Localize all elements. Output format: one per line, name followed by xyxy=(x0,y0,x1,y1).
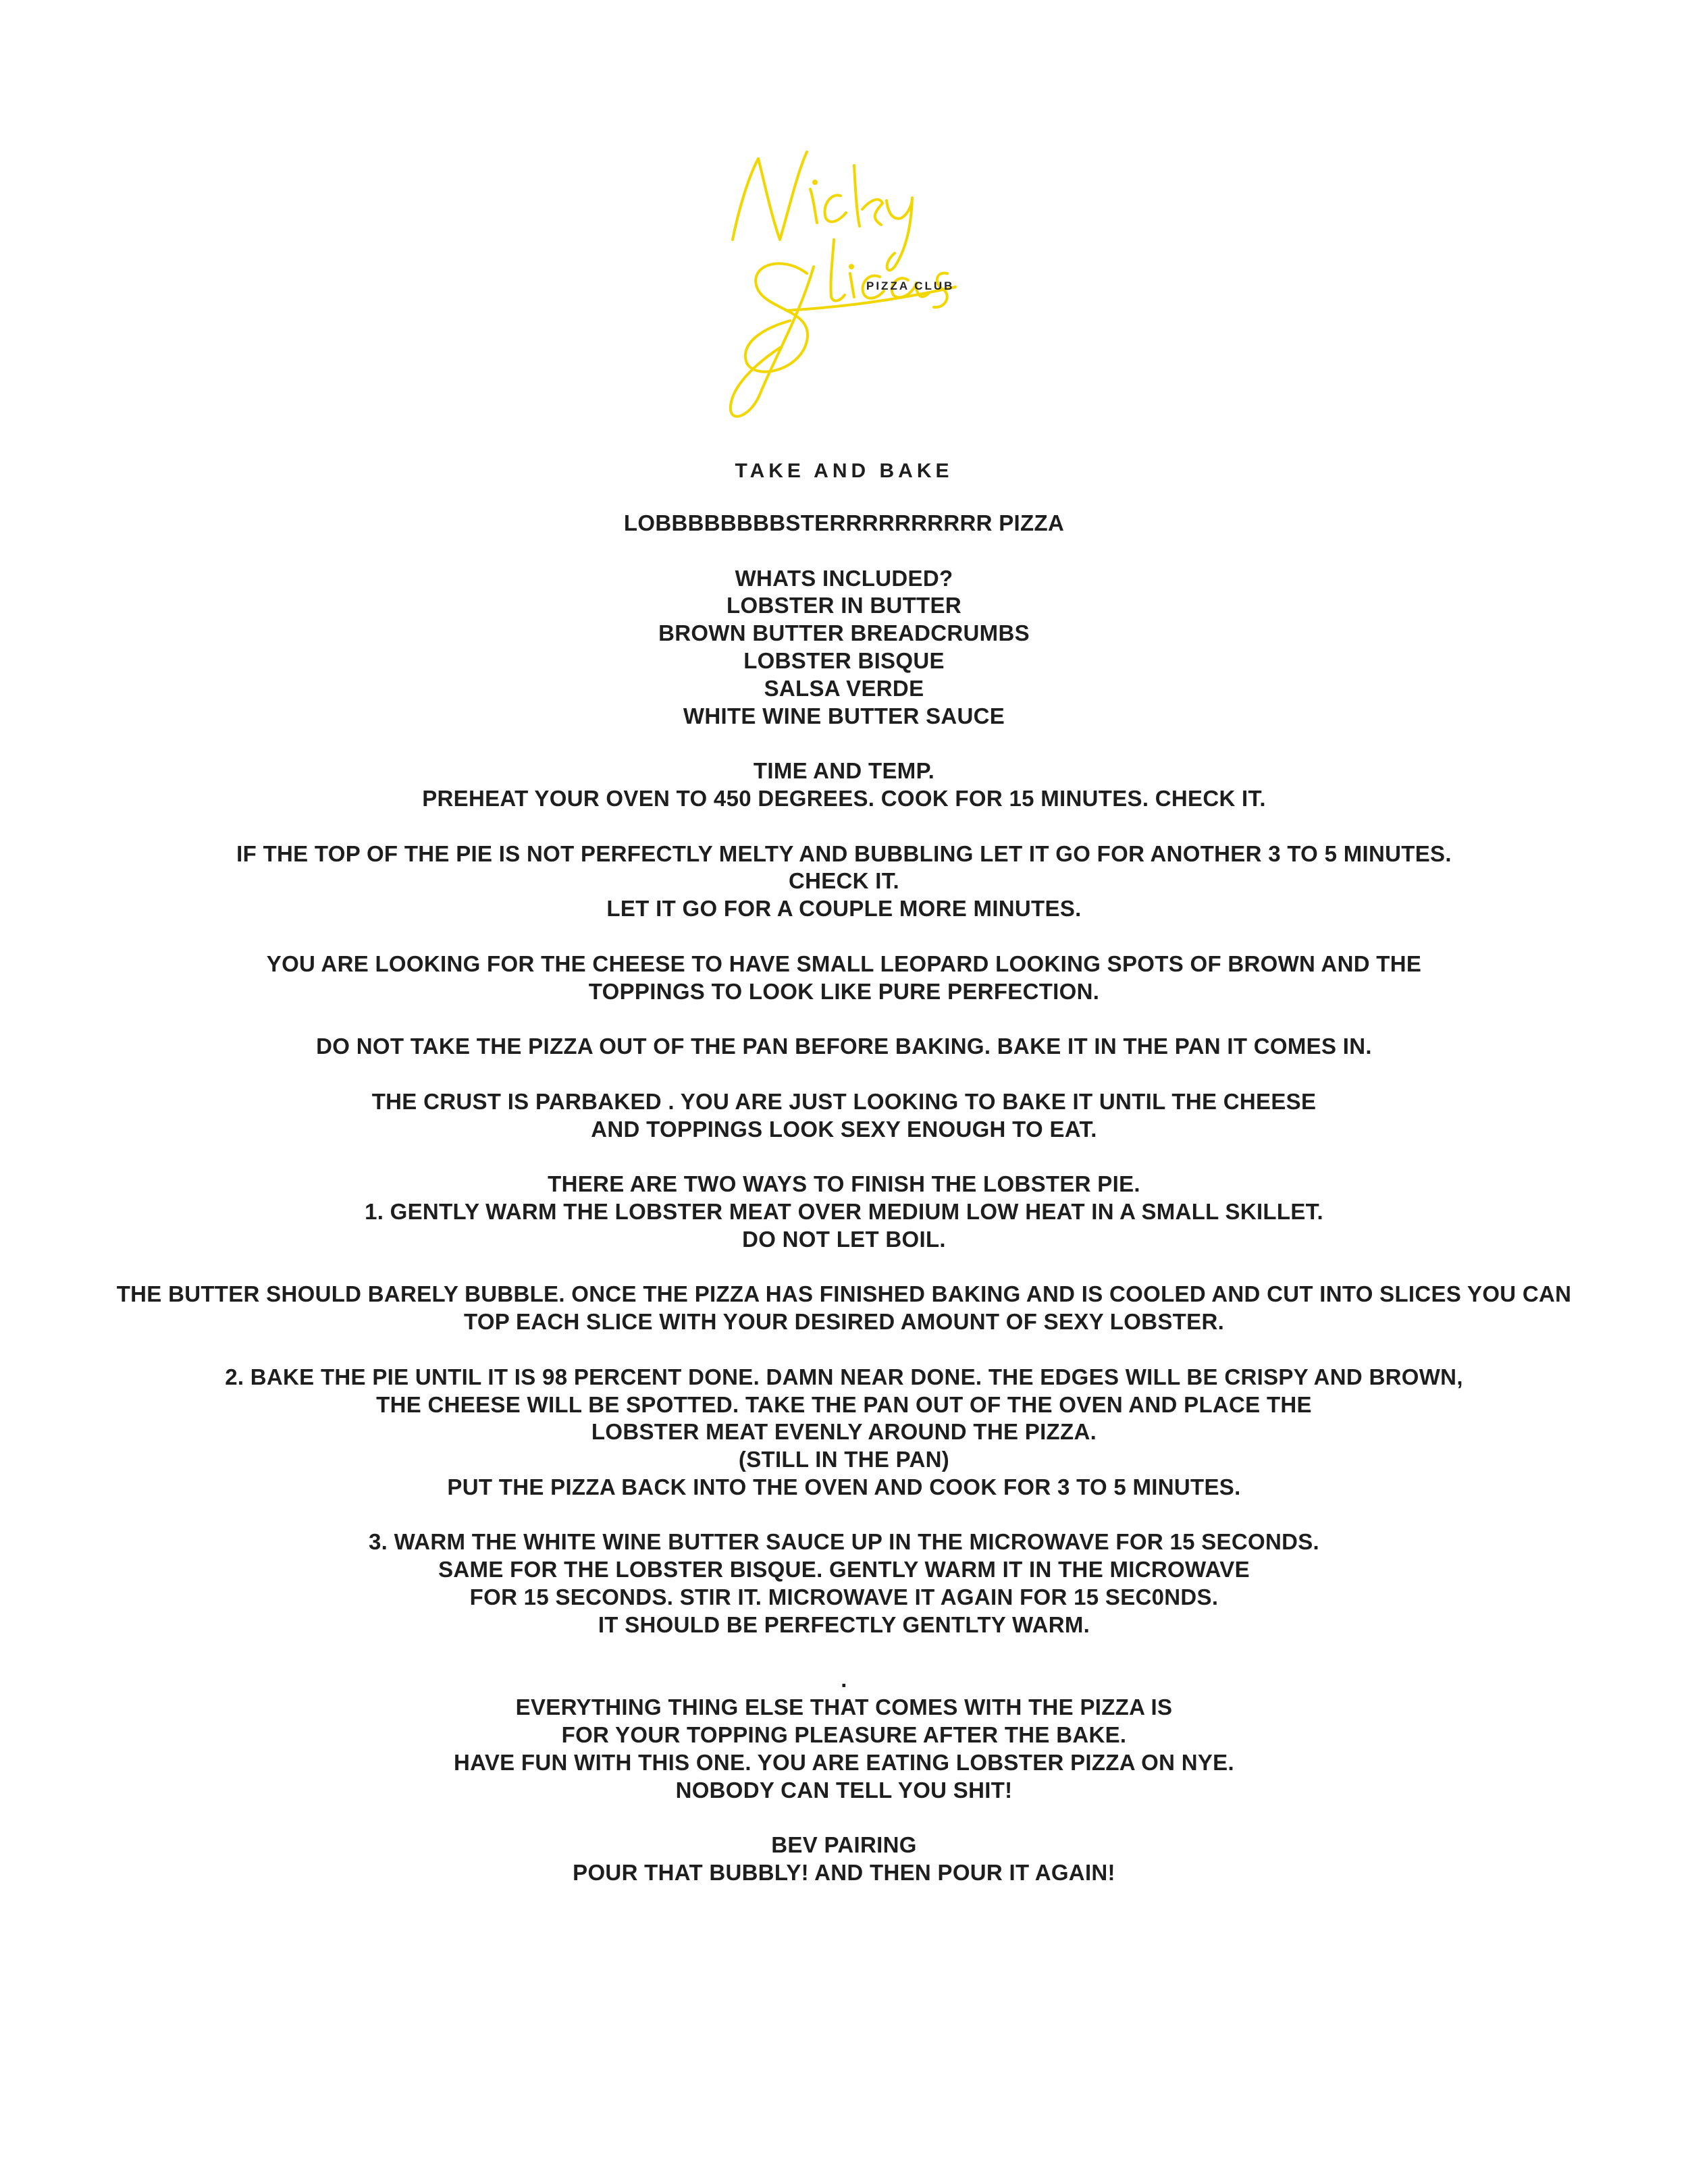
dot-line: . xyxy=(841,1667,847,1693)
included-item: BROWN BUTTER BREADCRUMBS xyxy=(658,620,1030,646)
looking-line: YOU ARE LOOKING FOR THE CHEESE TO HAVE SMALL LEOPARD LOOKING SPOTS OF BROWN AND THE xyxy=(266,951,1422,976)
finish-line: DO NOT LET BOIL. xyxy=(742,1226,946,1252)
finish-line: THERE ARE TWO WAYS TO FINISH THE LOBSTER PIE. xyxy=(548,1171,1140,1197)
logo-dot xyxy=(812,180,818,185)
recipe-title: LOBBBBBBBBSTERRRRRRRRRR PIZZA xyxy=(623,510,1065,535)
check-line: IF THE TOP OF THE PIE IS NOT PERFECTLY MELTY AND BUBBLING LET IT GO FOR ANOTHER 3 TO 5 MINUTES. xyxy=(236,841,1452,866)
step2-line: LOBSTER MEAT EVENLY AROUND THE PIZZA. xyxy=(591,1419,1097,1445)
logo-tagline: PIZZA CLUB xyxy=(866,279,955,292)
pan-line: DO NOT TAKE THE PIZZA OUT OF THE PAN BEFORE BAKING. BAKE IT IN THE PAN IT COMES IN. xyxy=(316,1034,1372,1059)
step3-line: IT SHOULD BE PERFECTLY GENTLTY WARM. xyxy=(598,1612,1090,1637)
included-item: LOBSTER IN BUTTER xyxy=(727,593,961,618)
included-item: SALSA VERDE xyxy=(764,675,924,701)
bev-line: POUR THAT BUBBLY! AND THEN POUR IT AGAIN! xyxy=(573,1860,1115,1886)
finish-line: 1. GENTLY WARM THE LOBSTER MEAT OVER MEDIUM LOW HEAT IN A SMALL SKILLET. xyxy=(365,1198,1323,1224)
time-temp-line: PREHEAT YOUR OVEN TO 450 DEGREES. COOK FOR 15 MINUTES. CHECK IT. xyxy=(422,785,1266,811)
included-item: WHITE WINE BUTTER SAUCE xyxy=(683,703,1005,728)
butter-line: TOP EACH SLICE WITH YOUR DESIRED AMOUNT OF SEXY LOBSTER. xyxy=(463,1309,1225,1335)
everything-line: EVERYTHING THING ELSE THAT COMES WITH THE PIZZA IS xyxy=(515,1695,1173,1720)
logo-script xyxy=(706,138,962,429)
subtitle: TAKE AND BAKE xyxy=(735,460,953,482)
everything-line: HAVE FUN WITH THIS ONE. YOU ARE EATING LOBSTER PIZZA ON NYE. xyxy=(454,1749,1234,1775)
looking-line: TOPPINGS TO LOOK LIKE PURE PERFECTION. xyxy=(588,978,1100,1004)
crust-line: THE CRUST IS PARBAKED . YOU ARE JUST LOOKING TO BAKE IT UNTIL THE CHEESE xyxy=(371,1088,1317,1114)
logo-dot xyxy=(849,264,854,269)
check-line: LET IT GO FOR A COUPLE MORE MINUTES. xyxy=(606,896,1082,922)
check-line: CHECK IT. xyxy=(788,868,900,894)
step2-line: (STILL IN THE PAN) xyxy=(738,1447,950,1472)
included-item: LOBSTER BISQUE xyxy=(743,647,945,673)
everything-line: NOBODY CAN TELL YOU SHIT! xyxy=(675,1777,1013,1803)
included-heading: WHATS INCLUDED? xyxy=(735,565,953,591)
step2-line: PUT THE PIZZA BACK INTO THE OVEN AND COOK FOR 3 TO 5 MINUTES. xyxy=(447,1474,1241,1499)
step3-line: FOR 15 SECONDS. STIR IT. MICROWAVE IT AGAIN FOR 15 SEC0NDS. xyxy=(469,1584,1219,1610)
bev-heading: BEV PAIRING xyxy=(771,1832,917,1858)
time-temp-heading: TIME AND TEMP. xyxy=(753,758,935,784)
crust-line: AND TOPPINGS LOOK SEXY ENOUGH TO EAT. xyxy=(591,1116,1097,1142)
step2-line: THE CHEESE WILL BE SPOTTED. TAKE THE PAN OUT OF THE OVEN AND PLACE THE xyxy=(376,1391,1312,1417)
brand-logo xyxy=(706,138,962,429)
instructions xyxy=(0,510,1688,1887)
butter-line: THE BUTTER SHOULD BARELY BUBBLE. ONCE THE PIZZA HAS FINISHED BAKING AND IS COOLED AND CUT INTO SLICES YOU CAN xyxy=(116,1281,1572,1307)
step3-line: SAME FOR THE LOBSTER BISQUE. GENTLY WARM IT IN THE MICROWAVE xyxy=(438,1557,1250,1582)
step3-line: 3. WARM THE WHITE WINE BUTTER SAUCE UP IN THE MICROWAVE FOR 15 SECONDS. xyxy=(369,1529,1319,1555)
step2-line: 2. BAKE THE PIE UNTIL IT IS 98 PERCENT DONE. DAMN NEAR DONE. THE EDGES WILL BE CRISPY AND BROWN, xyxy=(225,1364,1463,1389)
everything-line: FOR YOUR TOPPING PLEASURE AFTER THE BAKE. xyxy=(561,1722,1127,1748)
